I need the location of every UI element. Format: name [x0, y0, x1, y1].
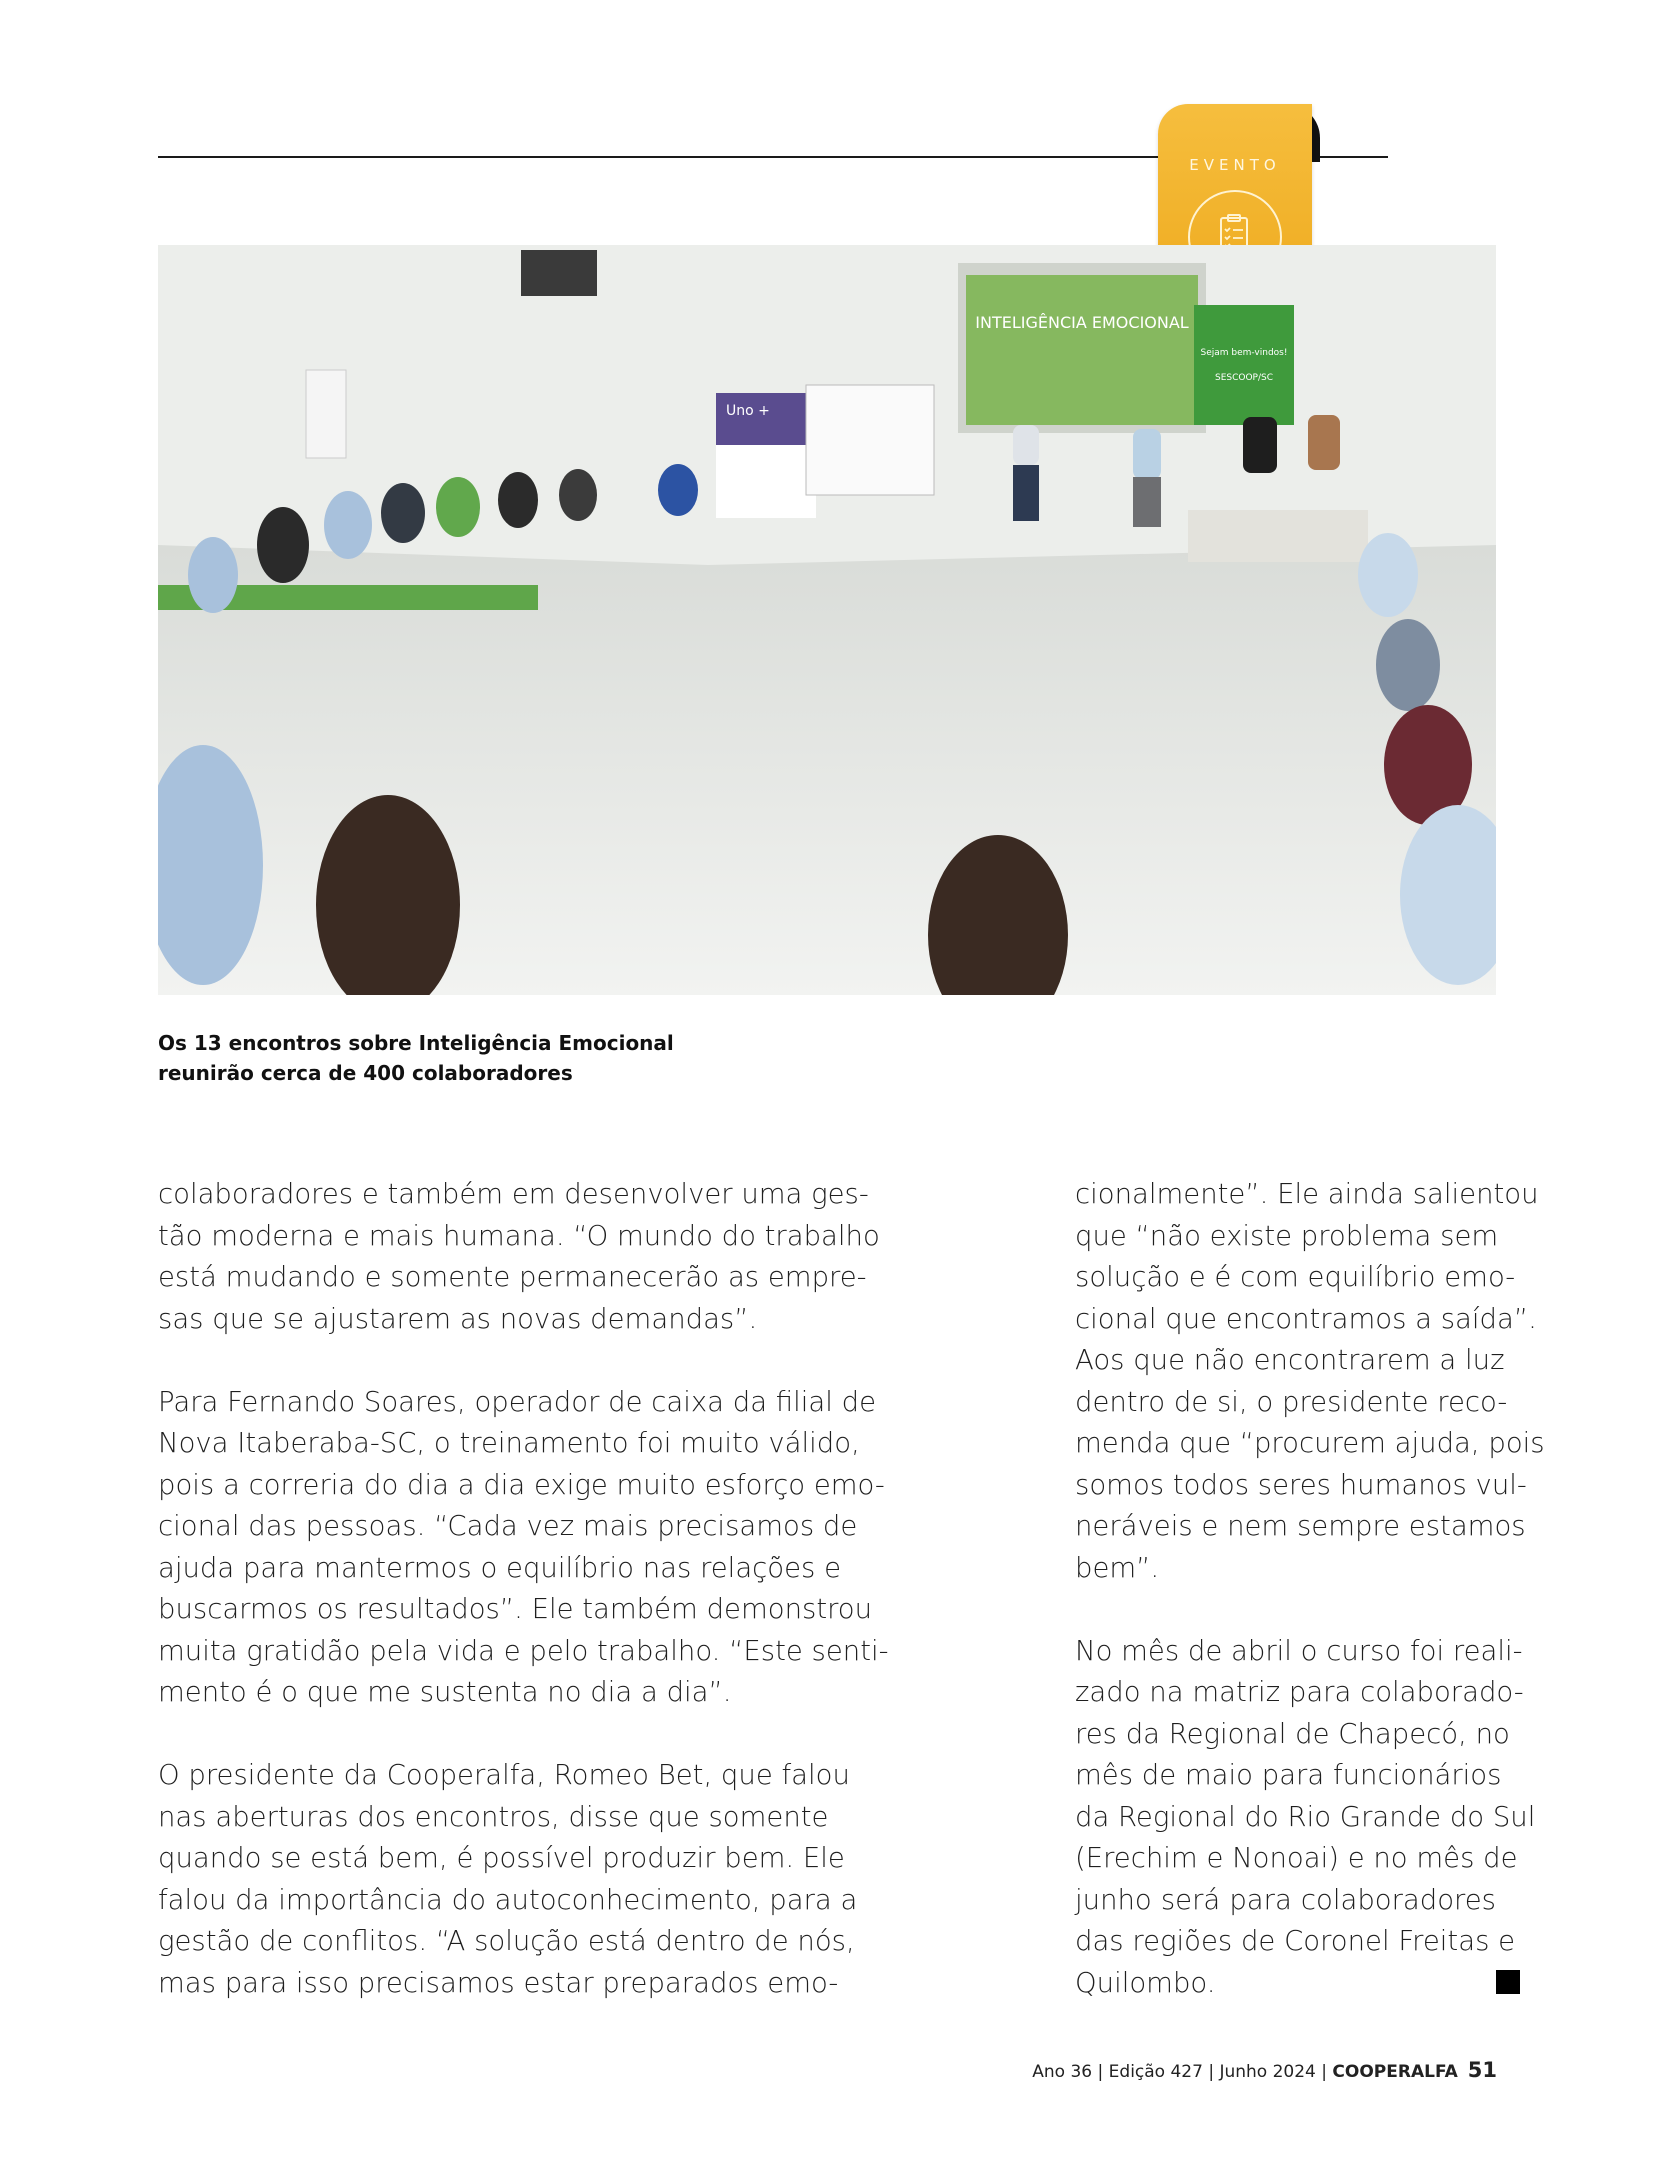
photo-caption: [158, 1028, 858, 1088]
text-line: cional das pessoas. “Cada vez mais precisamos de: [158, 1510, 858, 1542]
page-footer: [1032, 2058, 1497, 2082]
article-column-right: [1075, 1174, 1545, 2046]
front-table: [1188, 510, 1368, 562]
text-line: está mudando e somente permanecerão as empre-: [158, 1261, 867, 1293]
text-line: muita gratidão pela vida e pelo trabalho. “Este senti-: [158, 1634, 889, 1667]
footer-issue-info: Ano 36 | Edição 427 | Junho 2024 |: [1032, 2062, 1333, 2082]
text-line: junho será para colaboradores: [1075, 1883, 1496, 1916]
text-line: falou da importância do autoconhecimento, para a: [158, 1883, 858, 1916]
text-line: mês de maio para funcionários: [1075, 1759, 1502, 1791]
text-line: neráveis e nem sempre estamos: [1075, 1510, 1526, 1542]
text-line: solução e é com equilíbrio emo-: [1075, 1261, 1516, 1293]
text-line: bem”.: [1075, 1551, 1160, 1584]
text-line: zado na matriz para colaborado-: [1075, 1676, 1524, 1708]
text-line: das regiões de Coronel Freitas e: [1075, 1925, 1516, 1957]
paragraph: [158, 1755, 858, 2004]
footer-brand: COOPERALFA: [1332, 2062, 1458, 2082]
text-line: No mês de abril o curso foi reali-: [1075, 1634, 1523, 1667]
caption-line-2: reunirão cerca de 400 colaboradores: [158, 1061, 573, 1085]
event-photo: [158, 245, 1496, 995]
text-line: Para Fernando Soares, operador de caixa da filial de: [158, 1385, 876, 1418]
text-line: Aos que não encontrarem a luz: [1075, 1344, 1505, 1376]
text-line: sas que se ajustarem as novas demandas”.: [158, 1302, 758, 1335]
projected-slide: [966, 275, 1198, 425]
paragraph: [158, 1382, 889, 1714]
text-line: somos todos seres humanos vul-: [1075, 1468, 1527, 1501]
text-line: cionalmente”. Ele ainda salientou: [1075, 1178, 1539, 1210]
paragraph: [1075, 1631, 1536, 2005]
text-line: menda que “procurem ajuda, pois: [1075, 1427, 1545, 1459]
text-line: res da Regional de Chapecó, no: [1075, 1717, 1510, 1750]
text-line: quando se está bem, é possível produzir bem. Ele: [158, 1842, 845, 1874]
text-line: gestão de conflitos. “A solução está dentro de nós,: [158, 1925, 855, 1957]
text-line: Nova Itaberaba-SC, o treinamento foi muito válido,: [158, 1427, 860, 1459]
text-line: nas aberturas dos encontros, disse que somente: [158, 1800, 829, 1833]
text-line: O presidente da Cooperalfa, Romeo Bet, que falou: [158, 1759, 850, 1791]
text-line: (Erechim e Nonoai) e no mês de: [1075, 1842, 1518, 1874]
text-line: tão moderna e mais humana. “O mundo do trabalho: [158, 1219, 880, 1252]
text-line: Quilombo.: [1075, 1966, 1216, 1999]
text-line: mas para isso precisamos estar preparados emo-: [158, 1966, 839, 1999]
paragraph: [1075, 1174, 1545, 1589]
wall-speaker: [521, 250, 597, 296]
text-line: cional que encontramos a saída”.: [1075, 1302, 1537, 1335]
slide-title: INTELIGÊNCIA EMOCIONAL: [975, 313, 1189, 332]
text-line: da Regional do Rio Grande do Sul: [1075, 1800, 1536, 1833]
text-line: pois a correria do dia a dia exige muito esforço emo-: [158, 1468, 885, 1501]
caption-line-1: Os 13 encontros sobre Inteligência Emocional: [158, 1031, 674, 1055]
wall-poster: [306, 370, 346, 458]
text-line: buscarmos os resultados”. Ele também demonstrou: [158, 1593, 873, 1625]
article-column-left: [158, 1174, 889, 2046]
text-line: dentro de si, o presidente reco-: [1075, 1385, 1508, 1418]
rollup-banner-panel: [716, 445, 816, 518]
page-number: 51: [1467, 2058, 1497, 2082]
badge-label: EVENTO: [1189, 156, 1281, 174]
paragraph: [158, 1174, 880, 1340]
text-line: que “não existe problema sem: [1075, 1219, 1499, 1252]
green-panel-brand: SESCOOP/SC: [1214, 373, 1274, 383]
rollup-banner-title: Uno +: [726, 403, 770, 419]
article-end-mark: [1496, 1970, 1520, 1994]
text-line: colaboradores e também em desenvolver uma ges-: [158, 1178, 869, 1210]
whiteboard: [806, 385, 934, 495]
green-panel-text: Sejam bem-vindos!: [1200, 348, 1288, 358]
sescoop-banner: [1194, 305, 1294, 425]
text-line: ajuda para mantermos o equilíbrio nas relações e: [158, 1551, 842, 1584]
text-line: mento é o que me sustenta no dia a dia”.: [158, 1676, 732, 1708]
